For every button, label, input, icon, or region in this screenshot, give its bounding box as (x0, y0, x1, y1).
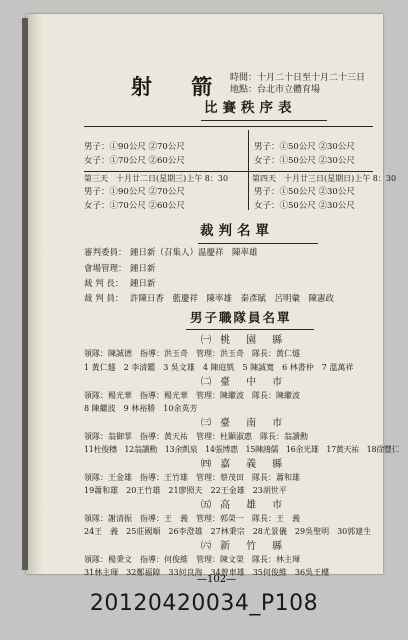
teams-heading-underline (186, 329, 314, 330)
referee-row-label-venue: 會場管理： (84, 264, 127, 274)
team-name: ㈡ 臺 中 市 (201, 377, 286, 388)
team-staff: 領隊：楊秉文 指導：何俊維 管理：陳文榮 隊長：林主琿 (84, 555, 300, 564)
team-staff: 領隊：陳誠德 指導：洪玉奇 管理：洪玉奇 隊長：黃仁燧 (84, 349, 300, 358)
day2-men: 男子：①50公尺 ②30公尺 (254, 142, 355, 152)
team-name: ㈤ 高 雄 市 (201, 500, 286, 511)
day4-title: 第四天 十月廿三日(星期日)上午 8：30 (252, 174, 397, 183)
team-staff: 領隊：翁御掌 指導：黃天祐 管理：杜顯淑惠 隊長：翁讀勳 (84, 432, 308, 441)
referee-heading-underline (198, 243, 318, 244)
team-players: 31林主琿 32鄭福障 33何良海 34曾車雄 35何俊維 36吳王樓 (84, 568, 330, 577)
schedule-divider (248, 130, 249, 210)
referee-row-label-chief: 裁 判 長： (84, 279, 124, 289)
referee-row-value-venue: 鍾日新 (130, 264, 156, 274)
team-players: 24王 義 25莊國順 26李澄雄 27林秉宗 28尤景儀 29吳聖明 30郭建生 (84, 527, 372, 536)
team-players: 8 陳繼波 9 林裕勝 10余英芳 (84, 404, 198, 413)
referee-row-value-judges: 許陳日香 藍慶祥 陳率雄 秦彥賦 呂明彙 陳憲政 (130, 294, 335, 304)
page-spine-shadow (26, 14, 44, 574)
scanned-page (26, 14, 400, 577)
day4-women: 女子：①50公尺 ②30公尺 (254, 201, 355, 211)
schedule-middle-rule (84, 171, 373, 172)
referee-heading: 裁判名單 (200, 223, 274, 239)
event-place: 地點：台北市立體育場 (230, 85, 321, 95)
referee-row-label-judges: 裁 判 員： (84, 294, 124, 304)
schedule-top-rule (84, 126, 373, 127)
day1-women: 女子：①70公尺 ②60公尺 (84, 156, 185, 166)
referee-row-label-committee: 審判委員： (84, 248, 127, 258)
team-name: ㈣ 嘉 義 縣 (201, 459, 286, 470)
day2-women: 女子：①50公尺 ②30公尺 (254, 156, 355, 166)
team-players: 19蕭和雄 20王竹雄 21廖照夫 22王金雄 23胡世平 (84, 486, 287, 495)
day3-title: 第三天 十月廿二日(星期三)上午 8：30 (84, 174, 229, 183)
teams-heading: 男子職隊員名單 (190, 310, 292, 325)
day1-men: 男子：①90公尺 ②70公尺 (84, 142, 185, 152)
team-staff: 領隊：楊光華 指導：楊光華 管理：陳繼波 隊長：陳繼波 (84, 391, 300, 400)
day3-women: 女子：①70公尺 ②60公尺 (84, 201, 185, 211)
referee-row-value-chief: 鍾日新 (130, 279, 156, 289)
team-name: ㈢ 臺 南 市 (201, 418, 286, 429)
team-staff: 領隊：王金雄 指導：王竹雄 管理：蔡茂田 隊長：蕭和雄 (84, 473, 300, 482)
team-staff: 領隊：謝清振 指導：王 義 管理：郭榮一 隊長：王 義 (84, 514, 300, 523)
team-name: ㈠ 桃 園 縣 (201, 335, 286, 346)
page-number: —102— (197, 574, 237, 585)
schedule-heading-underline (201, 120, 327, 121)
day3-men: 男子：①90公尺 ②70公尺 (84, 187, 185, 197)
day4-men: 男子：①50公尺 ②30公尺 (254, 187, 355, 197)
team-players: 11杜俊穗 12翁讀勳 13余凱泉 14張博惠 15陳鴻儒 16余光雄 17黃天祐 18徐豐仁 (84, 445, 400, 454)
book-edge (22, 18, 28, 570)
team-name: ㈥ 新 竹 縣 (201, 541, 286, 552)
referee-row-value-committee: 鍾日新（召集人）温慶祥 陳率雄 (130, 248, 258, 258)
event-time: 時間：十月二十日至十月二十三日 (230, 73, 366, 83)
page-title: 射 箭 (131, 74, 229, 99)
schedule-heading: 比賽秩序表 (204, 100, 297, 116)
archive-caption: 20120420034_P108 (89, 591, 319, 616)
page-content (58, 14, 400, 577)
team-players: 1 黃仁燧 2 李清鑑 3 吳文雄 4 陳庭凱 5 陳誠寬 6 林書仲 7 溫萬祥 (84, 363, 354, 372)
